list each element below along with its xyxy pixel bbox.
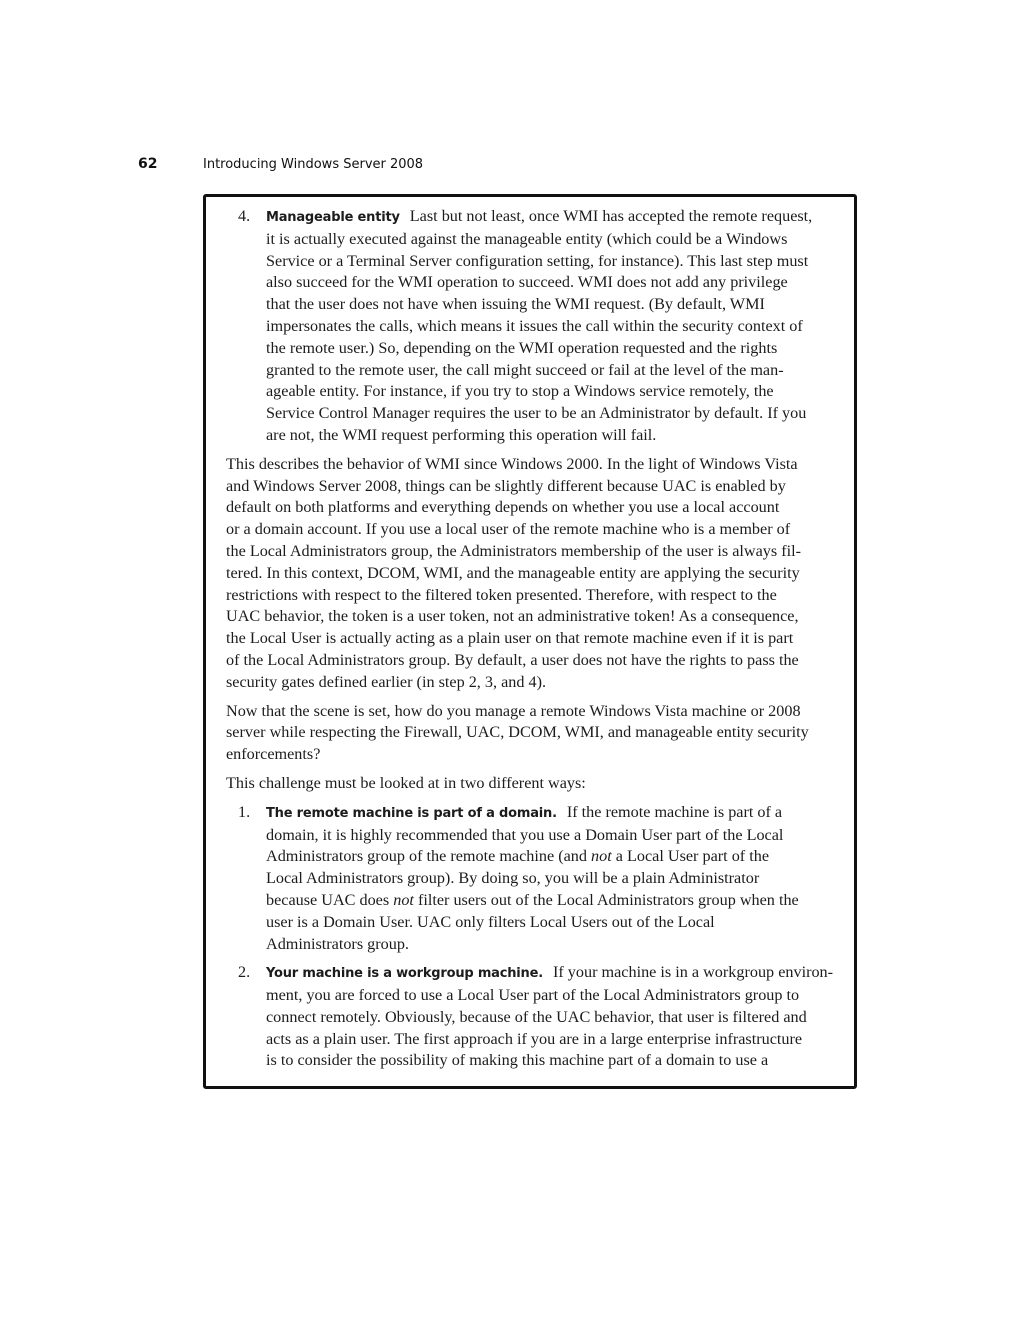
text-line: security gates defined earlier (in step 2, 3, and 4). (226, 672, 547, 691)
text-line: domain, it is highly recommended that you use a Domain User part of the Local (266, 825, 784, 844)
text-line: connect remotely. Obviously, because of the UAC behavior, that user is filtered and (266, 1007, 807, 1026)
text-line: the Local User is actually acting as a plain user on that remote machine even if it is part (226, 629, 794, 648)
paragraph-scene-set (226, 701, 840, 766)
text-line: Administrators group. (266, 934, 409, 953)
sidebar-box (203, 194, 857, 1089)
list-item-workgroup (226, 962, 840, 1072)
text-line: Administrators group of the remote machine (and not a Local User part of the (266, 847, 770, 866)
text-line: that the user does not have when issuing the WMI request. (By default, WMI (266, 295, 765, 314)
text-line: restrictions with respect to the filtered token presented. Therefore, with respect to the (226, 585, 777, 604)
text-line: UAC behavior, the token is a user token, not an administrative token! As a consequence, (226, 607, 799, 626)
text-line: impersonates the calls, which means it issues the call within the security context of (266, 316, 803, 335)
emphasis: not (591, 847, 612, 866)
book-title: Introducing Windows Server 2008 (203, 157, 424, 172)
list-number: 1. (238, 802, 251, 821)
text-line: Manageable entity Last but not least, once WMI has accepted the remote request, (266, 207, 813, 225)
text-line: granted to the remote user, the call might succeed or fail at the level of the man- (266, 360, 784, 379)
text-line: server while respecting the Firewall, UAC, DCOM, WMI, and manageable entity security (226, 723, 809, 742)
list-number: 4. (238, 207, 251, 225)
paragraph-uac-behavior (226, 454, 840, 694)
text-line: it is actually executed against the manageable entity (which could be a Windows (266, 229, 788, 248)
text-line: tered. In this context, DCOM, WMI, and the manageable entity are applying the security (226, 563, 800, 582)
text-line: the remote user.) So, depending on the WMI operation requested and the rights (266, 338, 778, 357)
text-line: or a domain account. If you use a local user of the remote machine who is a member of (226, 520, 791, 539)
running-head (0, 156, 1024, 176)
list-item-lead: Manageable entity (266, 210, 400, 225)
sidebar-content (226, 206, 840, 1072)
text-line: This describes the behavior of WMI since Windows 2000. In the light of Windows Vista (226, 454, 798, 473)
text-line: because UAC does not filter users out of the Local Administrators group when the (266, 890, 799, 909)
text-line: Local Administrators group). By doing so, you will be a plain Administrator (266, 869, 760, 888)
emphasis: not (393, 890, 414, 909)
text-line: ment, you are forced to use a Local User part of the Local Administrators group to (266, 986, 800, 1005)
text-line: also succeed for the WMI operation to succeed. WMI does not add any privilege (266, 273, 788, 292)
text-line: Service Control Manager requires the user to be an Administrator by default. If you (266, 404, 807, 423)
text-line: Your machine is a workgroup machine. If your machine is in a workgroup environ- (266, 963, 834, 982)
text-line: Service or a Terminal Server configuration setting, for instance). This last step must (266, 251, 809, 270)
text-line: acts as a plain user. The first approach if you are in a large enterprise infrastructure (266, 1029, 803, 1048)
list-item-domain (226, 802, 840, 956)
text-line: is to consider the possibility of making this machine part of a domain to use a (266, 1051, 769, 1070)
text-line: are not, the WMI request performing this operation will fail. (266, 425, 657, 444)
text-line: default on both platforms and everything depends on whether you use a local account (226, 498, 780, 517)
step-4-item (226, 206, 840, 447)
list-item-lead: Your machine is a workgroup machine. (266, 966, 543, 982)
list-item-lead: The remote machine is part of a domain. (266, 805, 557, 821)
list-number: 2. (238, 963, 251, 982)
text-line: and Windows Server 2008, things can be slightly different because UAC is enabled by (226, 476, 786, 495)
text-line: This challenge must be looked at in two different ways: (226, 773, 586, 792)
text-line: Now that the scene is set, how do you manage a remote Windows Vista machine or 2008 (226, 701, 801, 720)
paragraph-challenge (226, 773, 840, 795)
text-line: the Local Administrators group, the Administrators membership of the user is always fil- (226, 541, 801, 560)
text-line: of the Local Administrators group. By default, a user does not have the rights to pass the (226, 650, 799, 669)
text-line: ageable entity. For instance, if you try to stop a Windows service remotely, the (266, 382, 774, 401)
page-number: 62 (138, 156, 158, 172)
text-line: user is a Domain User. UAC only filters Local Users out of the Local (266, 912, 715, 931)
text-line: enforcements? (226, 745, 321, 764)
text-line: The remote machine is part of a domain. If the remote machine is part of a (266, 802, 783, 821)
